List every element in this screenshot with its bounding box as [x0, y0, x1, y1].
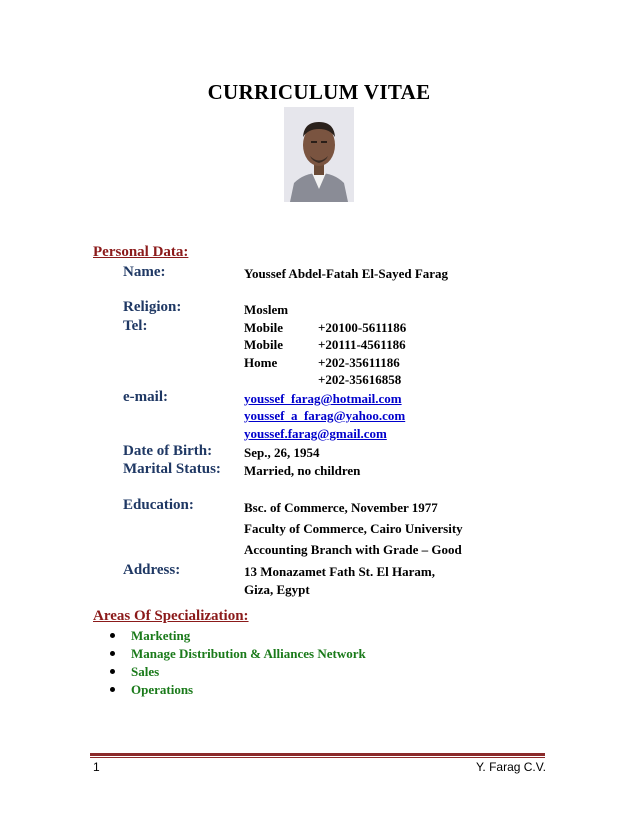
list-item [110, 627, 366, 645]
email-link[interactable]: youssef_a_farag@yahoo.com [244, 408, 406, 423]
specialization-item: Marketing [131, 628, 191, 643]
personal-data-heading: Personal Data: [93, 244, 189, 260]
phone-type: Mobile [244, 320, 283, 335]
education-label: Education: [123, 497, 194, 513]
marital-label: Marital Status: [123, 461, 221, 477]
specialization-item: Sales [131, 664, 160, 679]
marital-value: Married, no children [244, 463, 361, 478]
religion-value: Moslem [244, 302, 289, 317]
portrait-image [284, 107, 354, 202]
phone-number: +20111-4561186 [318, 337, 406, 352]
address-line: 13 Monazamet Fath St. El Haram, [244, 564, 436, 579]
email-link[interactable]: youssef_farag@hotmail.com [244, 391, 402, 406]
phone-number: +202-35611186 [318, 355, 400, 370]
document-title: CURRICULUM VITAE [207, 80, 431, 104]
phone-type: Mobile [244, 337, 283, 352]
education-line: Accounting Branch with Grade – Good [244, 542, 462, 557]
dob-label: Date of Birth: [123, 443, 213, 459]
phone-type: Home [244, 355, 278, 370]
footer-divider [90, 757, 545, 758]
page-number: 1 [93, 760, 100, 774]
bullet-icon [110, 669, 115, 674]
footer-divider [90, 753, 545, 756]
address-label: Address: [123, 562, 181, 578]
name-value: Youssef Abdel-Fatah El-Sayed Farag [244, 266, 449, 281]
education-line: Bsc. of Commerce, November 1977 [244, 500, 438, 515]
name-label: Name: [123, 264, 166, 280]
phone-number: +20100-5611186 [318, 320, 407, 335]
specialization-list [110, 627, 366, 699]
dob-value: Sep., 26, 1954 [244, 445, 320, 460]
specialization-item: Manage Distribution & Alliances Network [131, 646, 366, 661]
list-item [110, 645, 366, 663]
education-line: Faculty of Commerce, Cairo University [244, 521, 463, 536]
phone-number: +202-35616858 [318, 372, 402, 387]
bullet-icon [110, 633, 115, 638]
specialization-heading: Areas Of Specialization: [93, 608, 249, 624]
email-label: e-mail: [123, 389, 168, 405]
list-item [110, 663, 366, 681]
footer-author: Y. Farag C.V. [475, 760, 546, 774]
email-link[interactable]: youssef.farag@gmail.com [244, 426, 387, 441]
specialization-item: Operations [131, 682, 194, 697]
bullet-icon [110, 651, 115, 656]
profile-photo [284, 107, 354, 202]
address-line: Giza, Egypt [244, 582, 310, 597]
tel-label: Tel: [123, 318, 148, 334]
list-item [110, 681, 366, 699]
religion-label: Religion: [123, 299, 182, 315]
bullet-icon [110, 687, 115, 692]
